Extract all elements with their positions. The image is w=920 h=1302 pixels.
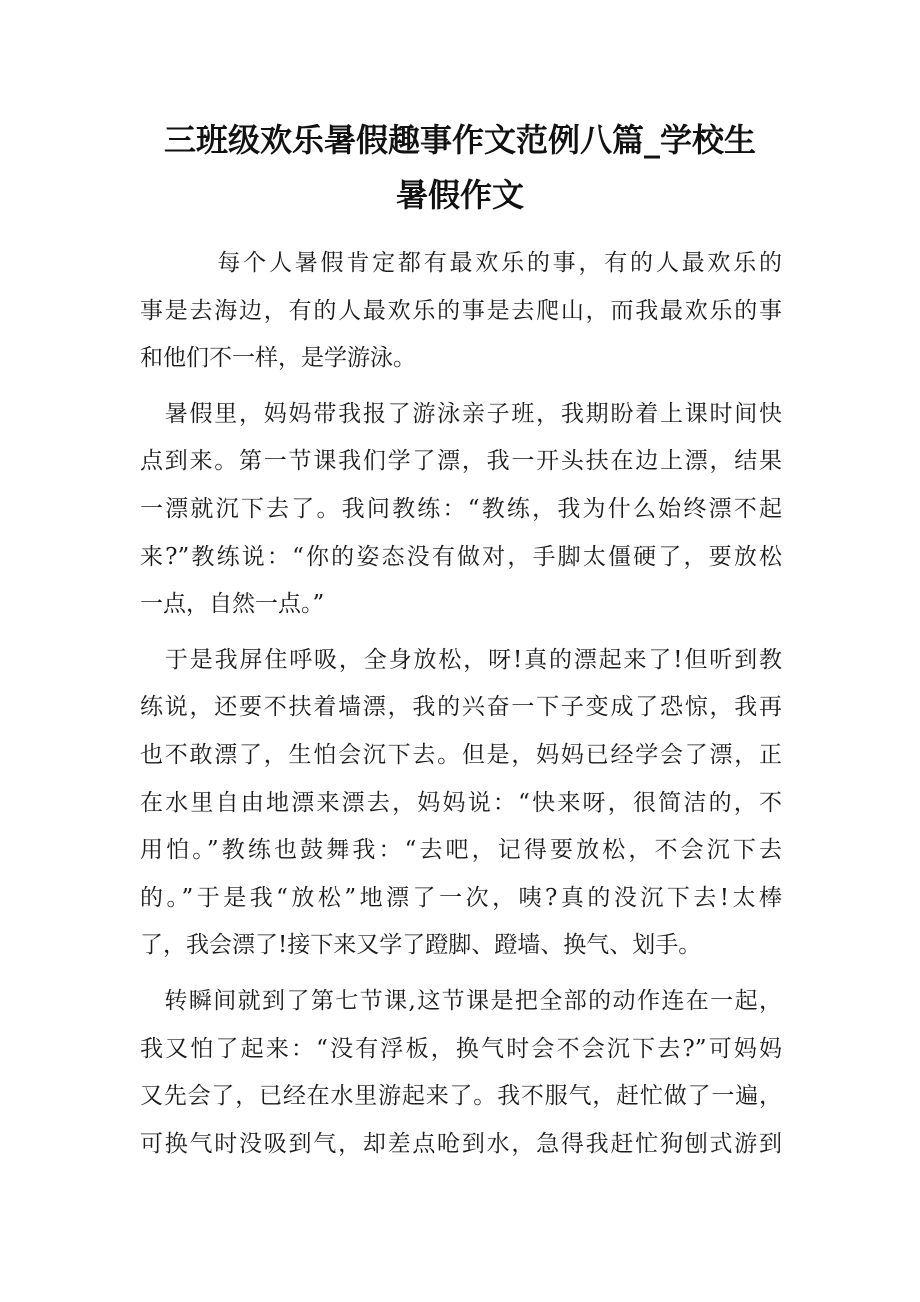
document-title bbox=[100, 113, 820, 223]
paragraph-line: 每个人暑假肯定都有最欢乐的事，有的人最欢乐的 bbox=[140, 250, 782, 276]
paragraph-line: 事是去海边，有的人最欢乐的事是去爬山，而我最欢乐的事 bbox=[140, 297, 782, 324]
paragraph-line: 我又怕了起来：“没有浮板，换气时会不会沉下去?”可妈妈 bbox=[140, 1035, 782, 1062]
paragraph-line: 转瞬间就到了第七节课,这节课是把全部的动作连在一起， bbox=[140, 987, 782, 1014]
paragraph-line: 的。”于是我“放松”地漂了一次，咦?真的没沉下去!太棒 bbox=[140, 884, 782, 911]
paragraph bbox=[140, 637, 782, 970]
paragraph-line: 又先会了，已经在水里游起来了。我不服气，赶忙做了一遍， bbox=[140, 1083, 782, 1110]
paragraph-line: 点到来。第一节课我们学了漂，我一开头扶在边上漂，结果 bbox=[140, 448, 782, 475]
paragraph-line: 一点，自然一点。” bbox=[140, 591, 325, 618]
paragraph-line: 暑假里，妈妈带我报了游泳亲子班，我期盼着上课时间快 bbox=[140, 400, 782, 427]
paragraph bbox=[140, 240, 782, 383]
paragraph bbox=[140, 978, 782, 1168]
paragraph-line: 于是我屏住呼吸，全身放松，呀!真的漂起来了!但听到教 bbox=[140, 646, 782, 673]
document-body bbox=[140, 240, 782, 1168]
paragraph-line: 了，我会漂了!接下来又学了蹬脚、蹬墙、换气、划手。 bbox=[140, 932, 702, 959]
title-line-1: 三班级欢乐暑假趣事作文范例八篇_学校生 bbox=[163, 121, 756, 159]
paragraph-line: 和他们不一样，是学游泳。 bbox=[140, 345, 416, 372]
paragraph-line: 一漂就沉下去了。我问教练：“教练，我为什么始终漂不起 bbox=[140, 495, 782, 522]
paragraph-line: 可换气时没吸到气，却差点呛到水，急得我赶忙狗刨式游到 bbox=[140, 1130, 782, 1157]
paragraph-line: 也不敢漂了，生怕会沉下去。但是，妈妈已经学会了漂，正 bbox=[140, 741, 782, 768]
paragraph-line: 练说，还要不扶着墙漂，我的兴奋一下子变成了恐惊，我再 bbox=[140, 694, 782, 721]
title-line-2: 暑假作文 bbox=[395, 176, 524, 214]
paragraph bbox=[140, 391, 782, 629]
paragraph-line: 用怕。”教练也鼓舞我：“去吧，记得要放松，不会沉下去 bbox=[140, 837, 782, 864]
paragraph-line: 在水里自由地漂来漂去，妈妈说：“快来呀，很简洁的，不 bbox=[140, 789, 782, 816]
paragraph-line: 来?”教练说：“你的姿态没有做对，手脚太僵硬了，要放松 bbox=[140, 543, 782, 570]
